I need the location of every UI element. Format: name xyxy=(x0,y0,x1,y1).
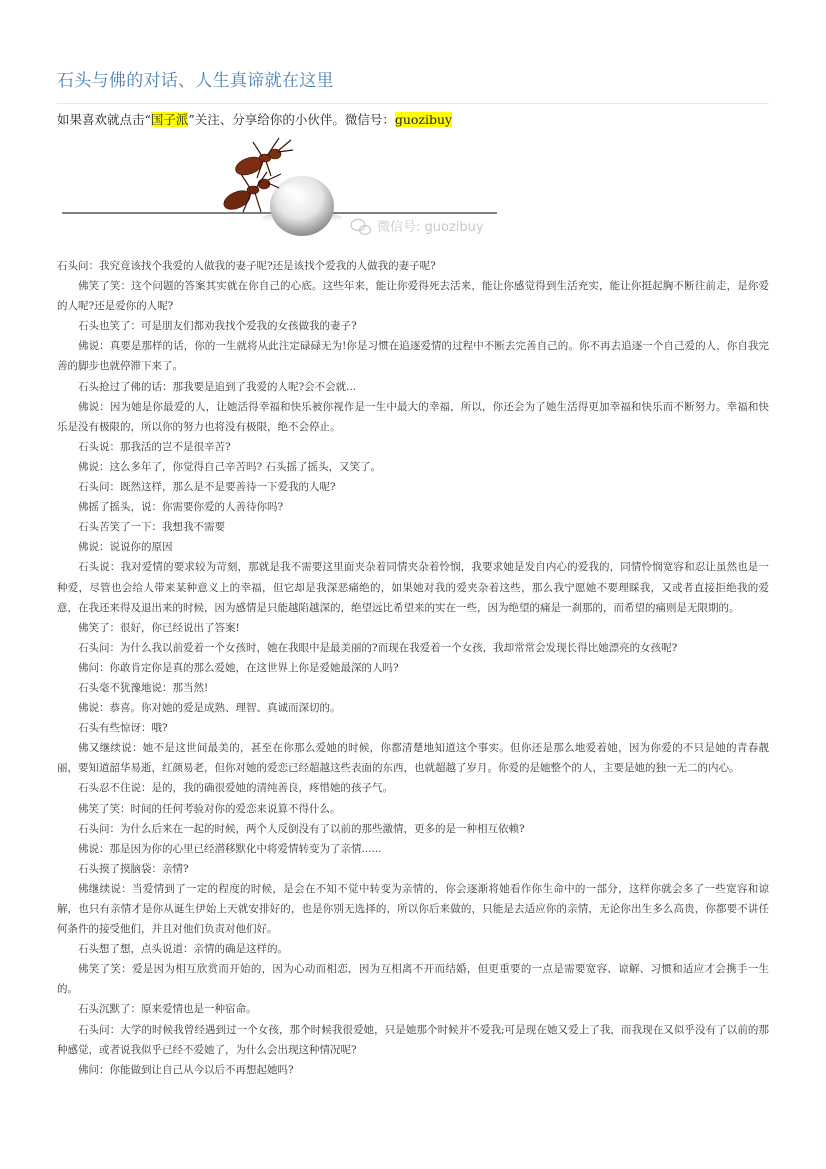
article-paragraph: 佛笑了笑：这个问题的答案其实就在你自己的心底。这些年来，能让你爱得死去活来，能让你感觉得到生活充实，能让你挺起胸不断往前走，是你爱的人呢?还是爱你的人呢? xyxy=(57,280,769,313)
article-paragraph: 石头沉默了：原来爱情也是一种宿命。 xyxy=(78,1003,257,1016)
article-paragraph: 石头苦笑了一下：我想我不需要 xyxy=(78,521,225,534)
article-paragraph: 石头问：我究竟该找个我爱的人做我的妻子呢?还是该找个爱我的人做我的妻子呢? xyxy=(57,260,436,272)
wechat-icon xyxy=(351,220,371,235)
article-paragraph: 石头说：我对爱情的要求较为苛刻，那就是我不需要这里面夹杂着同情夹杂着怜悯，我要求她是发自内心的爱我的，同情怜悯宽容和忍让虽然也是一种爱，尽管也会给人带来某种意义上的幸福，但它却是我深恶痛绝的，如果她对我的爱夹杂着这些，那么我宁愿她不要理睬我，又或者直接拒绝我的爱意，在我还来得及退出来的时候，因为感情是只能越陷越深的，绝望远比希望来的实在一些，因为绝望的痛是一刹那的，而希望的痛则是无限期的。 xyxy=(57,561,769,614)
watermark-text: 微信号: guozibuy xyxy=(377,220,484,235)
article-paragraph: 石头也笑了：可是朋友们都劝我找个爱我的女孩做我的妻子? xyxy=(78,320,357,333)
article-paragraph: 佛又继续说：她不是这世间最美的，甚至在你那么爱她的时候，你都清楚地知道这个事实。但你还是那么地爱着她，因为你爱的不只是她的青春靓丽，要知道韶华易逝，红颜易老，但你对她的爱恋已经超越这些表面的东西，也就超越了岁月。你爱的是她整个的人，主要是她的独一无二的内心。 xyxy=(57,742,769,775)
article-paragraph: 佛说：说说你的原因 xyxy=(78,541,173,554)
article-paragraph: 石头毫不犹豫地说：那当然! xyxy=(78,681,209,694)
article-paragraph: 佛笑了：很好，你已经说出了答案! xyxy=(78,621,240,634)
article-paragraph: 石头问：为什么我以前爱着一个女孩时，她在我眼中是最美丽的?而现在我爱着一个女孩，我却常常会发现长得比她漂亮的女孩呢? xyxy=(78,641,678,654)
subscribe-middle: ”关注、分享给你的小伙伴。微信号： xyxy=(188,112,395,127)
article-paragraph: 石头问：既然这样，那么是不是要善待一下爱我的人呢? xyxy=(78,481,336,494)
article-paragraph: 石头问：大学的时候我曾经遇到过一个女孩，那个时候我很爱她，只是她那个时候并不爱我;可是现在她又爱上了我，而我现在又似乎没有了以前的那种感觉，或者说我似乎已经不爱她了，为什么会出现这种情况呢? xyxy=(57,1023,769,1056)
article-title: 石头与佛的对话、人生真谛就在这里 xyxy=(57,66,769,104)
article-paragraph: 石头抢过了佛的话：那我要是追到了我爱的人呢?会不会就... xyxy=(78,380,357,393)
article-paragraph: 佛摇了摇头，说：你需要你爱的人善待你吗? xyxy=(78,501,284,514)
article-body xyxy=(57,256,769,1080)
article-paragraph: 佛说：因为她是你最爱的人，让她活得幸福和快乐被你视作是一生中最大的幸福，所以，你还会为了她生活得更加幸福和快乐而不断努力。幸福和快乐是没有极限的，所以你的努力也将没有极限，绝不会停止。 xyxy=(57,400,769,433)
subscribe-line xyxy=(57,110,769,128)
article-paragraph: 石头忍不住说：是的，我的确很爱她的清纯善良，疼惜她的孩子气。 xyxy=(78,782,393,795)
account-name-link[interactable]: 国子派 xyxy=(150,112,189,127)
article-paragraph: 佛继续说：当爱情到了一定的程度的时候，是会在不知不觉中转变为亲情的，你会逐渐将她看作你生命中的一部分，这样你就会多了一些宽容和谅解，也只有亲情才是你从诞生伊始上天就安排好的，也是你别无选择的，所以你后来做的，只能是去适应你的亲情，无论你出生多么高贵，你都要不讲任何条件的接受他们，并且对他们负责对他们好。 xyxy=(57,882,769,936)
article-paragraph: 佛说：恭喜。你对她的爱是成熟、理智、真诚而深切的。 xyxy=(78,702,341,715)
article-paragraph: 佛笑了笑：爱是因为相互欣赏而开始的，因为心动而相恋，因为互相离不开而结婚，但更重要的一点是需要宽容、谅解、习惯和适应才会携手一生的。 xyxy=(57,963,769,996)
article-paragraph: 石头有些惊讶：哦? xyxy=(78,722,168,735)
wechat-id: guozibuy xyxy=(394,112,453,127)
article-paragraph: 佛问：你能做到让自己从今以后不再想起她吗? xyxy=(78,1063,294,1076)
article-paragraph: 石头问：为什么后来在一起的时候，两个人反倒没有了以前的那些激情，更多的是一种相互依赖? xyxy=(78,822,525,835)
ant-icon-top xyxy=(233,138,293,178)
article-paragraph: 石头说：那我活的岂不是很辛苦? xyxy=(78,440,231,453)
article-paragraph: 石头想了想，点头说道：亲情的确是这样的。 xyxy=(78,943,288,956)
subscribe-prefix: 如果喜欢就点击“ xyxy=(57,112,151,127)
article-paragraph: 佛问：你敢肯定你是真的那么爱她，在这世界上你是爱她最深的人吗? xyxy=(78,661,399,674)
wechat-watermark xyxy=(351,219,484,235)
banner-image xyxy=(57,128,507,248)
ants-on-droplet-illustration xyxy=(57,128,507,248)
article-paragraph: 佛说：真要是那样的话，你的一生就将从此注定碌碌无为!你是习惯在追逐爱情的过程中不断去完善自己的。你不再去追逐一个自己爱的人，你自我完善的脚步也就停滞下来了。 xyxy=(57,340,769,373)
article-paragraph: 佛笑了笑：时间的任何考验对你的爱恋来说算不得什么。 xyxy=(78,802,341,815)
article-paragraph: 佛说：这么多年了，你觉得自己辛苦吗? 石头摇了摇头，又笑了。 xyxy=(78,460,381,473)
article-paragraph: 佛说：那是因为你的心里已经潜移默化中将爱情转变为了亲情...... xyxy=(78,842,382,855)
article-paragraph: 石头摸了摸脑袋：亲情? xyxy=(78,862,189,875)
